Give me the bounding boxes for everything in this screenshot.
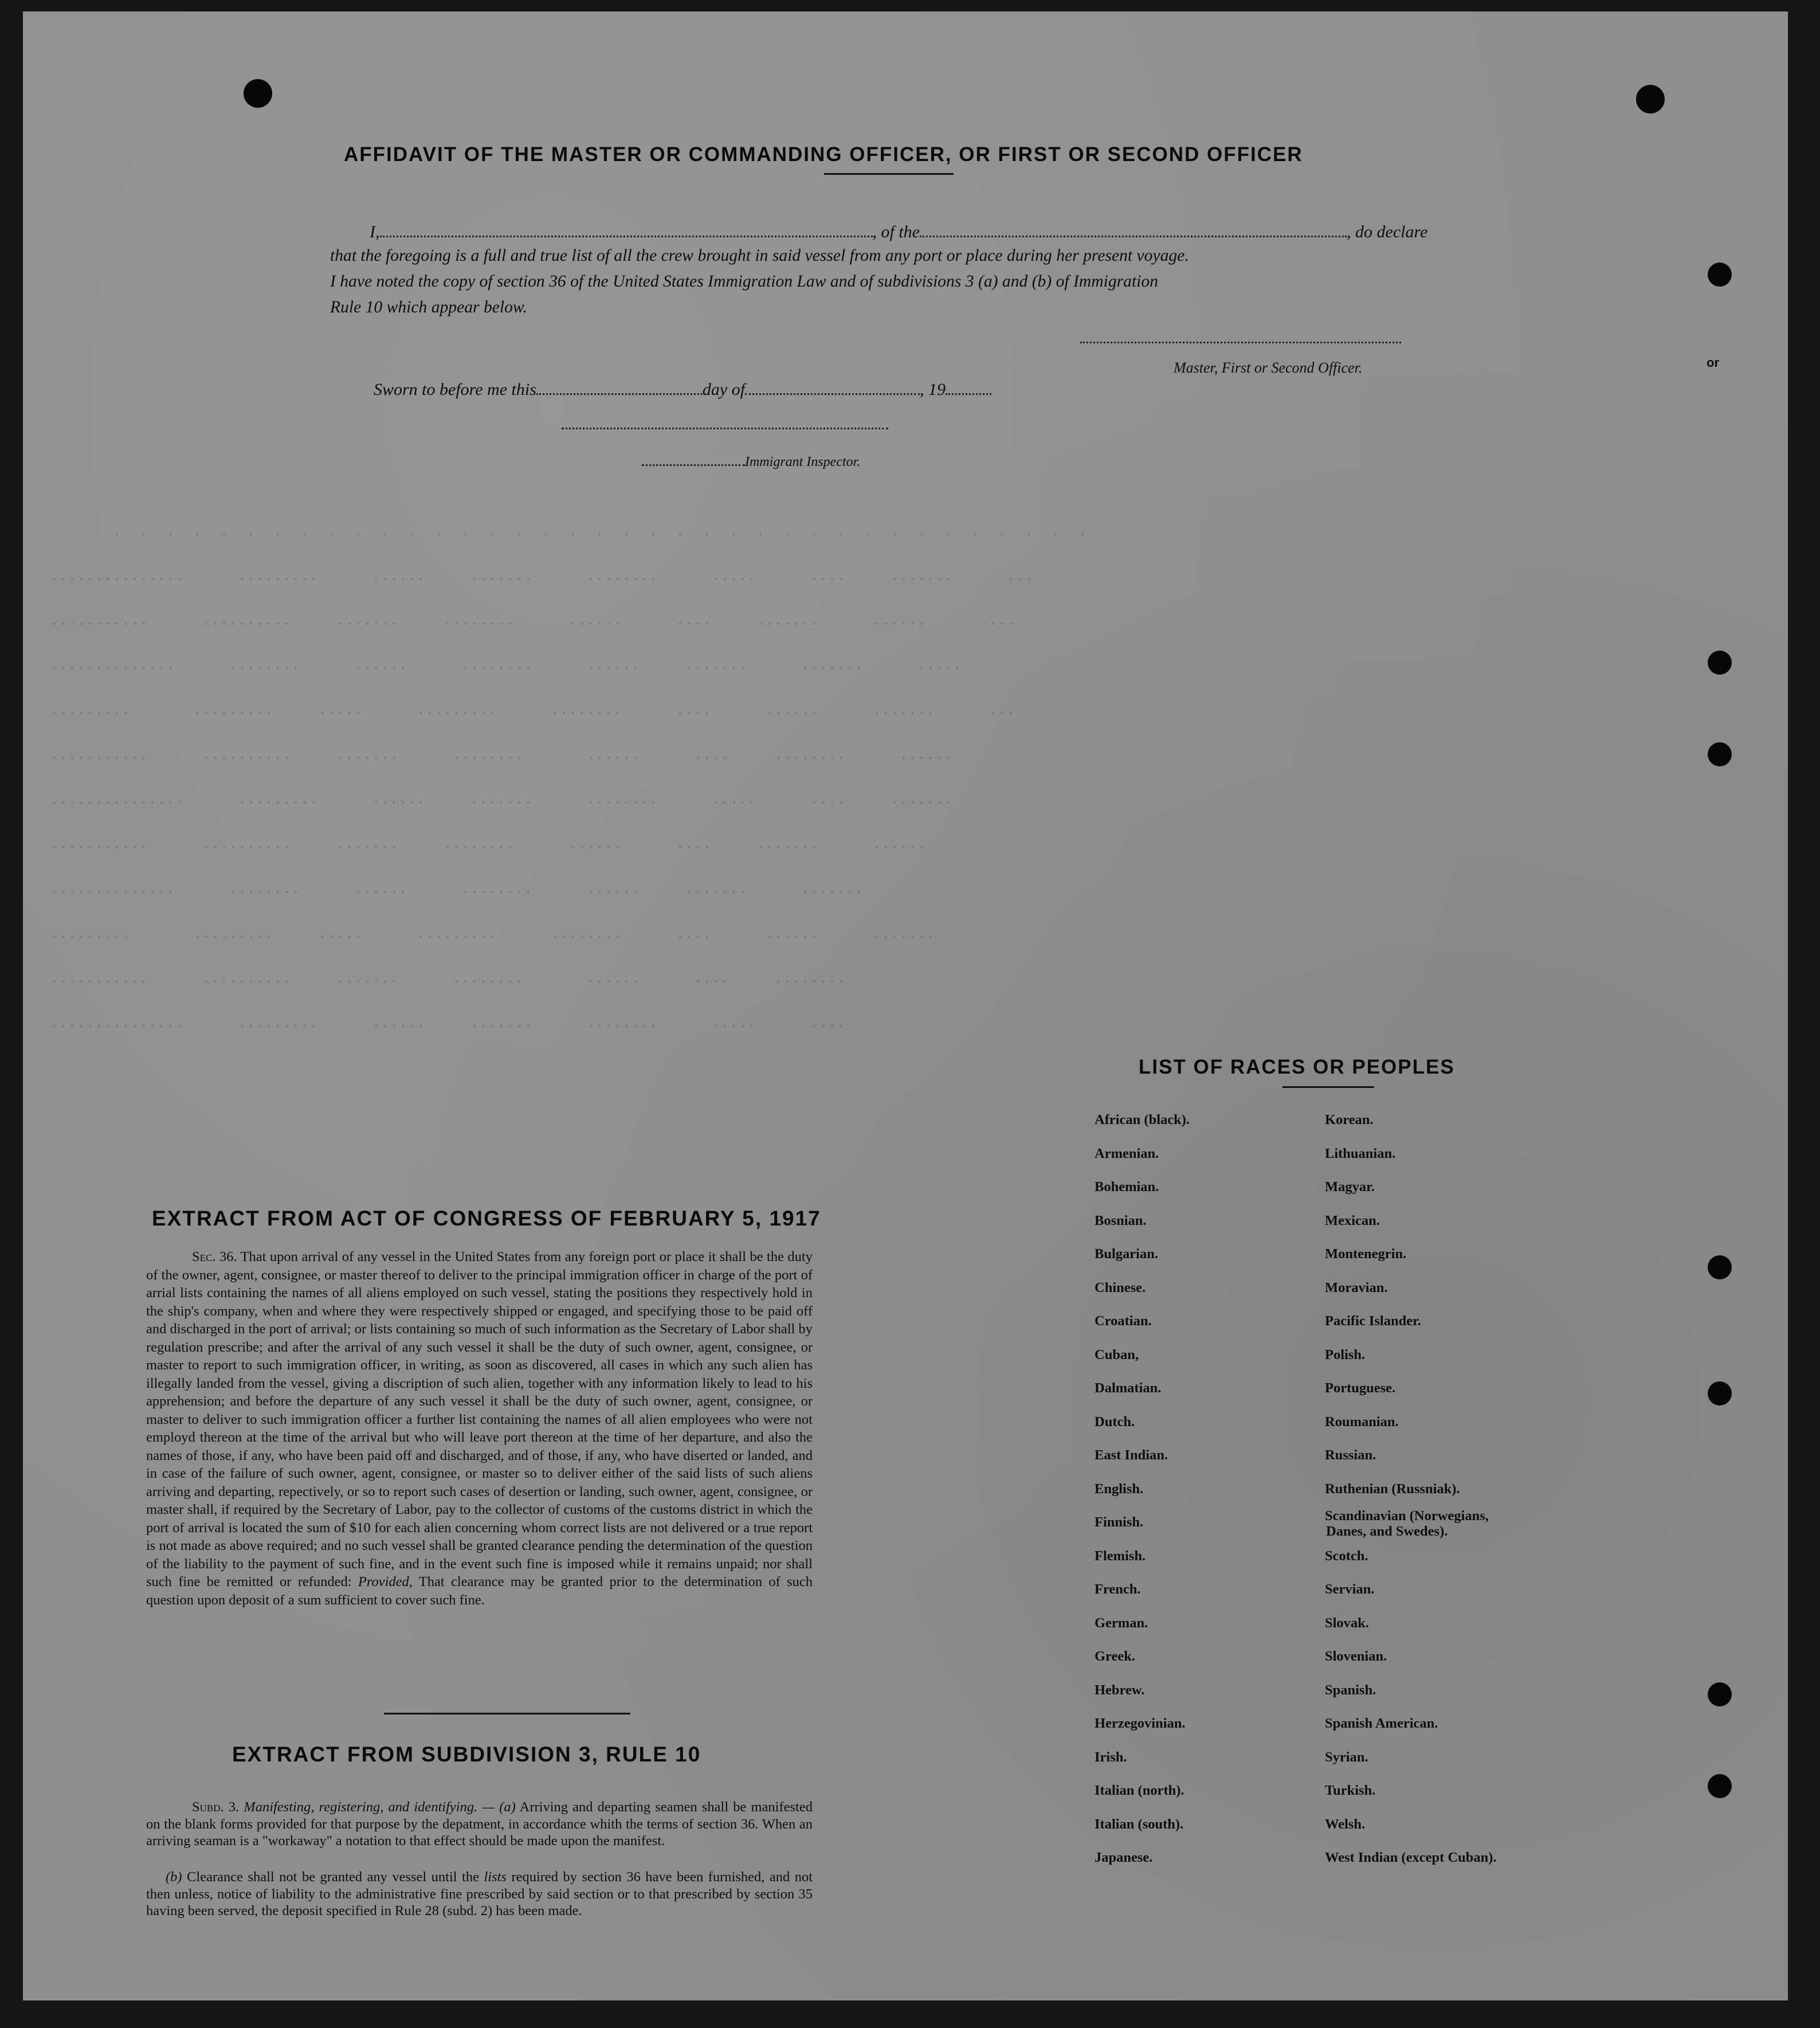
race-item: Russian. [1325, 1447, 1376, 1463]
races-right-column [1325, 1103, 1496, 1875]
race-item: Herzegovinian. [1095, 1716, 1186, 1731]
race-item: African (black). [1095, 1112, 1190, 1127]
rule-extract-para-b [146, 1869, 813, 1920]
subd-label: Subd. 3. [192, 1799, 240, 1815]
race-item: Syrian. [1325, 1749, 1368, 1765]
race-item: Greek. [1095, 1649, 1135, 1664]
races-title: LIST OF RACES OR PEOPLES [1139, 1056, 1455, 1078]
sworn-year: , 19 [920, 380, 946, 399]
signature-blank [1080, 339, 1401, 343]
race-item: Dalmatian. [1095, 1380, 1162, 1396]
subd-a-text: Arriving and departing seamen shall be manifested on the blank forms provided for that purpose by the depatment, in accordance whith the terms of section 36. When an arriving seaman is a "workaway" a notation to that effect should be made upon the manifest. [146, 1799, 813, 1849]
race-item: Pacific Islander. [1325, 1313, 1421, 1329]
punch-hole [1708, 1682, 1732, 1706]
subd-b-text-before: Clearance shall not be granted any vessel until the [187, 1869, 479, 1885]
sworn-day-blank [536, 378, 703, 395]
congress-extract-body [146, 1248, 813, 1609]
race-item: Mexican. [1325, 1212, 1380, 1228]
race-item: Slovak. [1325, 1615, 1369, 1631]
race-item: Bohemian. [1095, 1179, 1159, 1195]
race-item: West Indian (except Cuban). [1325, 1850, 1497, 1865]
punch-hole [1708, 263, 1732, 287]
affidavit-line-1-of-the: , of the [872, 222, 920, 241]
rule-extract-para-a [146, 1799, 813, 1850]
subd-b-marker: (b) [166, 1869, 182, 1885]
sworn-prefix: Sworn to before me this [374, 380, 536, 399]
races-title-rule [1282, 1086, 1374, 1088]
name-blank [380, 221, 873, 237]
race-item: Scotch. [1325, 1548, 1368, 1564]
sworn-line [374, 378, 991, 400]
congress-section-label: Sec. 36. [192, 1249, 237, 1264]
affidavit-line-3: I have noted the copy of section 36 of the United States Immigration Law and of subdivisions 3 (a) and (b) of Immigration [330, 272, 1158, 291]
affidavit-title-rule [824, 173, 954, 175]
document-page [23, 11, 1788, 2000]
sworn-year-blank [946, 378, 991, 395]
congress-extract-title: EXTRACT FROM ACT OF CONGRESS OF FEBRUARY 5, 1917 [152, 1207, 821, 1230]
sworn-month-blank [745, 378, 920, 395]
race-item: Armenian. [1095, 1145, 1159, 1161]
race-item: German. [1095, 1615, 1148, 1631]
race-item: Portuguese. [1325, 1380, 1396, 1396]
race-item: Bulgarian. [1095, 1246, 1158, 1262]
race-item: Korean. [1325, 1112, 1374, 1127]
race-item: Dutch. [1095, 1414, 1135, 1430]
race-item: Japanese. [1095, 1850, 1153, 1865]
race-item: Montenegrin. [1325, 1246, 1407, 1262]
races-left-column [1095, 1103, 1190, 1875]
sworn-day-of: day of [702, 380, 746, 399]
punch-hole [244, 79, 272, 108]
race-item: Slovenian. [1325, 1649, 1387, 1664]
race-item: Lithuanian. [1325, 1145, 1396, 1161]
race-item: Danes, and Swedes). [1326, 1524, 1448, 1539]
punch-hole [1636, 85, 1665, 113]
subd-b-text-after: required by section 36 have been furnished, and not then unless, notice of liability to the administrative fine prescribed by said section or to that prescribed by section 35 having been served, the deposit specified in Rule 28 (subd. 2) has been made. [146, 1869, 813, 1919]
race-item: Polish. [1325, 1346, 1366, 1363]
race-item: Irish. [1095, 1749, 1127, 1765]
race-item: Bosnian. [1095, 1212, 1147, 1228]
punch-hole [1708, 1774, 1732, 1798]
race-item-multiline [1325, 1506, 1496, 1540]
race-item: Scandinavian (Norwegians, [1325, 1508, 1489, 1524]
inspector-signature-blank [562, 425, 888, 429]
race-item: Ruthenian (Russniak). [1325, 1481, 1460, 1497]
congress-body-after-proviso: That clearance may be granted prior to the determination of such question upon deposit of a sum sufficient to cover such fine. [146, 1574, 813, 1608]
congress-body-text: That upon arrival of any vessel in the United States from any foreign port or place it shall be the duty of the owner, agent, consignee, or master thereof to deliver to the principal immigration officer in charge of the port of arrial lists containing the names of all aliens employed on such vessel, stating the positions they respectively hold in the ship's company, when and where they were respectively shipped or engaged, and specifying those to be paid off and discharged in the port of arrival; or lists containing so much of such information as the Secretary of Labor shall by regulation prescribe; and after the arrival of any such vessel it shall be the duty of such owner, agent, consignee, or master to report to such immigration officer, in writing, as soon as discovered, all cases in which any such alien has illegally landed from the vessel, giving a discription of such alien, together with any information likely to lead to his apprehension; and before the departure of any such vessel it shall be the duty of such owner, agent, consignee, or master to deliver to such immigration officer a further list containing the names of all alien employees who were not employd thereon at the time of the arrival but who will leave port thereon at the time of her departure, and also the names of those, if any, who have been paid off and discharged, and of those, if any, who have diserted or landed, and in case of the failure of such owner, agent, consignee, or master so to deliver either of the said lists of such aliens arriving and departing, repectively, or so to report such cases of desertion or landing, such owner, agent, consignee, or master shall, if required by the Secretary of Labor, pay to the collector of customs of the customs district in which the port of arrival is located the sum of $10 for each alien concerning whom correct lists are not delivered or a true report is not made as above required; and no such vessel shall be granted clearance pending the determination of the question of the liability to the payment of such fine, and in the event such fine is imposed while it remains unpaid; nor shall such fine be remitted or refunded: [146, 1249, 813, 1589]
race-item: Flemish. [1095, 1548, 1146, 1564]
race-item: Welsh. [1325, 1816, 1366, 1832]
race-item: East Indian. [1095, 1447, 1168, 1463]
race-item: Magyar. [1325, 1179, 1375, 1195]
affidavit-line-2: that the foregoing is a full and true list of all the crew brought in said vessel from any port or place during her present voyage. [330, 246, 1189, 265]
bleed-through-texture: . . . . . . . . . . . . . . . . . . . . . . . . . . . . . . . . . . . . . ............... ......... ...... ....... ........ ..... .... ....... ... ........... .......... ....... ........ ...... .... ....... ...... .... .............. ........ ...... ........ ...... ....... ....... ..... ......... ......... ..... ......... ........ .... ...... ....... ... ........... .......... ....... ........ ...... .... ........ ...... ............... ......... ...... ....... ........ ..... .... ....... ........... .......... ....... ........ ...... .... ....... ...... .............. ........ ...... ........ ...... ....... ....... ......... ......... ..... ......... ........ .... ...... ....... ........... .......... ....... ........ ...... .... ........ ............... ......... ...... ....... ........ ..... .... [49, 523, 1087, 1032]
vessel-blank [920, 221, 1347, 237]
affidavit-line-1-i: I, [370, 222, 380, 241]
race-item: Servian. [1325, 1581, 1375, 1597]
race-item: French. [1095, 1581, 1141, 1597]
race-item: Roumanian. [1325, 1414, 1399, 1430]
race-item: Cuban, [1095, 1346, 1139, 1363]
rule-extract-title: EXTRACT FROM SUBDIVISION 3, RULE 10 [232, 1743, 701, 1766]
affidavit-line-4: Rule 10 which appear below. [330, 298, 527, 316]
subd-heading: Manifesting, registering, and identifying. [244, 1799, 478, 1815]
affidavit-line-1-declare: , do declare [1347, 222, 1428, 241]
affidavit-title: AFFIDAVIT OF THE MASTER OR COMMANDING OFFICER, OR FIRST OR SECOND OFFICER [344, 143, 1303, 166]
race-item: Hebrew. [1095, 1682, 1145, 1698]
subd-a-marker: — (a) [482, 1799, 516, 1815]
race-item: Moravian. [1325, 1279, 1388, 1295]
race-item: Spanish. [1325, 1682, 1376, 1698]
subd-b-lists: lists [484, 1869, 507, 1885]
race-item: English. [1095, 1481, 1144, 1497]
congress-proviso-word: Provided, [358, 1574, 413, 1589]
race-item: Italian (north). [1095, 1783, 1184, 1798]
race-item: Finnish. [1095, 1514, 1144, 1530]
race-item: Italian (south). [1095, 1816, 1184, 1832]
inspector-label: Immigrant Inspector. [745, 455, 861, 469]
punch-hole [1708, 1255, 1732, 1279]
affidavit-line-1 [370, 221, 1427, 242]
race-item: Turkish. [1325, 1783, 1376, 1798]
punch-hole [1708, 651, 1732, 675]
section-divider [384, 1713, 630, 1714]
inspector-blank [642, 454, 745, 466]
race-item: Spanish American. [1325, 1716, 1438, 1731]
race-item: Chinese. [1095, 1279, 1146, 1295]
punch-hole [1708, 1381, 1732, 1405]
race-item: Croatian. [1095, 1313, 1152, 1329]
inspector-line [642, 454, 860, 470]
signature-label: Master, First or Second Officer. [1174, 359, 1363, 376]
punch-hole [1708, 742, 1732, 766]
margin-mark: or [1707, 355, 1719, 370]
